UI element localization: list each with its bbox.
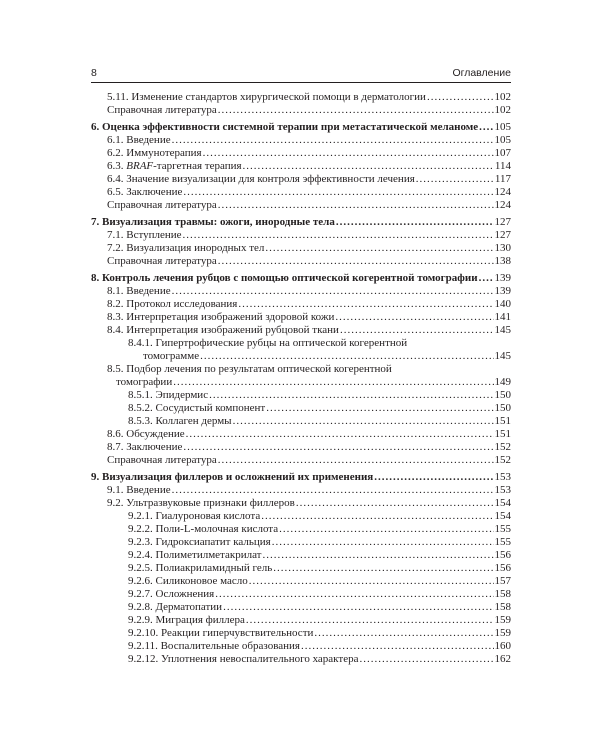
entry-title: Подбор лечения по результатам оптической когерентной: [126, 363, 392, 375]
entry-title-wrap: [128, 415, 232, 428]
toc-row: [107, 160, 511, 173]
entry-title-wrap: [107, 229, 182, 242]
toc-entry-multiline: [91, 363, 511, 389]
toc-row: [128, 536, 511, 549]
references-entry: [91, 104, 511, 117]
entry-line-2: [107, 376, 511, 389]
dot-leader: [272, 536, 494, 549]
page-number-ref: 107: [494, 147, 511, 159]
dot-leader: [374, 471, 493, 484]
entry-title-wrap: [128, 389, 208, 402]
entry-number: 9.2.5.: [128, 562, 153, 574]
entry-number: 8.7.: [107, 441, 124, 453]
table-of-contents: [91, 91, 511, 666]
entry-number: 8.5.: [107, 363, 124, 375]
toc-entry: [91, 242, 511, 255]
entry-number: 8.5.1.: [128, 389, 153, 401]
references-entry: [91, 454, 511, 467]
page-number-ref: 154: [494, 510, 511, 522]
entry-title-wrap: [128, 549, 262, 562]
entry-title: Осложнения: [155, 588, 215, 600]
dot-leader: [233, 415, 494, 428]
dot-leader: [215, 588, 493, 601]
entry-title: Обсуждение: [126, 428, 185, 440]
toc-entry: [91, 160, 511, 173]
entry-number: 9.2.3.: [128, 536, 153, 548]
page-number-ref: 105: [494, 121, 511, 133]
dot-leader: [246, 614, 494, 627]
page-number-ref: 140: [494, 298, 511, 310]
toc-row: [107, 484, 511, 497]
toc-entry: [91, 229, 511, 242]
page-number-ref: 124: [494, 199, 511, 211]
page-number-ref: 127: [494, 216, 511, 228]
entry-title-continued: томограмме: [143, 350, 200, 362]
entry-title-wrap: [107, 173, 415, 186]
entry-number: 6.2.: [107, 147, 124, 159]
page-number-ref: 139: [494, 285, 511, 297]
dot-leader: [336, 216, 494, 229]
toc-row: [128, 653, 511, 666]
toc-entry: [91, 614, 511, 627]
entry-title-wrap: [128, 562, 272, 575]
dot-leader: [218, 255, 494, 268]
chapter-heading: [91, 216, 511, 229]
entry-title-wrap: [128, 653, 358, 666]
toc-row: [91, 471, 511, 484]
header-rule: [91, 82, 511, 83]
entry-title-wrap: [107, 454, 217, 467]
entry-number: 6.5.: [107, 186, 124, 198]
entry-title-wrap: [128, 575, 248, 588]
page-number-ref: 117: [494, 173, 511, 185]
page-number-ref: 151: [494, 428, 511, 440]
entry-title-wrap: [128, 510, 260, 523]
chapter-title: [91, 216, 335, 229]
toc-entry: [91, 627, 511, 640]
toc-row: [128, 588, 511, 601]
page-number-ref: 141: [494, 311, 511, 323]
entry-number: 9.2.2.: [128, 523, 153, 535]
toc-row: [107, 428, 511, 441]
entry-title: Полиметилметакрилат: [155, 549, 262, 561]
chapter-title-text: Оценка эффективности системной терапии при метастатической меланоме: [102, 121, 479, 133]
toc-row: [107, 255, 511, 268]
page-number-ref: 158: [494, 601, 511, 613]
entry-line-1: [107, 363, 511, 376]
entry-title: Миграция филлера: [155, 614, 245, 626]
dot-leader: [314, 627, 493, 640]
chapter-number: 8.: [91, 272, 100, 284]
toc-row: [128, 601, 511, 614]
entry-title-wrap: [128, 402, 265, 415]
entry-number: 8.2.: [107, 298, 124, 310]
toc-entry: [91, 173, 511, 186]
toc-row: [107, 173, 511, 186]
toc-row: [91, 216, 511, 229]
entry-title-wrap: [128, 614, 245, 627]
toc-entry: [91, 536, 511, 549]
page-number-ref: 156: [494, 549, 511, 561]
entry-title-wrap: [107, 311, 334, 324]
entry-number: 9.2.6.: [128, 575, 153, 587]
toc-row: [91, 121, 511, 134]
toc-row: [107, 324, 511, 337]
toc-row: [107, 298, 511, 311]
entry-title: Гидроксиапатит кальция: [155, 536, 271, 548]
dot-leader: [183, 441, 493, 454]
toc-row: [128, 415, 511, 428]
toc-row: [128, 575, 511, 588]
entry-title: Дерматопатии: [155, 601, 223, 613]
toc-row: [128, 389, 511, 402]
page-number-ref: 153: [494, 471, 511, 483]
entry-title-wrap: [107, 91, 426, 104]
chapter-number: 9.: [91, 471, 100, 483]
dot-leader: [218, 454, 494, 467]
page-number-ref: 152: [494, 441, 511, 453]
dot-leader: [261, 510, 493, 523]
dot-leader: [427, 91, 494, 104]
toc-entry: [91, 562, 511, 575]
toc-entry: [91, 402, 511, 415]
entry-title: Силиконовое масло: [155, 575, 248, 587]
entry-title: Гиалуроновая кислота: [155, 510, 261, 522]
page-number-ref: 105: [494, 134, 511, 146]
page-number-ref: 145: [494, 350, 511, 362]
page-number-ref: 159: [494, 614, 511, 626]
toc-row: [107, 147, 511, 160]
chapter-title: [91, 471, 373, 484]
toc-entry: [91, 186, 511, 199]
dot-leader: [238, 298, 493, 311]
entry-title: Введение: [126, 484, 171, 496]
toc-row: [107, 91, 511, 104]
page-number-ref: 138: [494, 255, 511, 267]
dot-leader: [249, 575, 494, 588]
toc-entry: [91, 549, 511, 562]
chapter-heading: [91, 471, 511, 484]
toc-entry: [91, 285, 511, 298]
dot-leader: [200, 350, 493, 363]
toc-entry: [91, 91, 511, 104]
entry-number: 8.5.3.: [128, 415, 153, 427]
entry-number: 9.2.7.: [128, 588, 153, 600]
page-number-ref: 158: [494, 588, 511, 600]
entry-number: 9.2.11.: [128, 640, 158, 652]
entry-title-wrap: [128, 536, 271, 549]
dot-leader: [173, 376, 493, 389]
entry-title-wrap: [107, 428, 185, 441]
toc-entry: [91, 588, 511, 601]
entry-title: Интерпретация изображений здоровой кожи: [126, 311, 335, 323]
toc-row: [107, 454, 511, 467]
page-number-ref: 160: [494, 640, 511, 652]
entry-number: 6.3.: [107, 160, 124, 172]
entry-title: Поли-L-молочная кислота: [155, 523, 279, 535]
dot-leader: [218, 104, 494, 117]
entry-number: 9.1.: [107, 484, 124, 496]
toc-row: [91, 272, 511, 285]
dot-leader: [340, 324, 494, 337]
toc-entry-multiline: [91, 337, 511, 363]
page-number-ref: 162: [494, 653, 511, 665]
page-number-ref: 150: [494, 402, 511, 414]
page-number-ref: 114: [494, 160, 511, 172]
toc-entry: [91, 497, 511, 510]
toc-entry: [91, 575, 511, 588]
entry-number: 9.2.9.: [128, 614, 153, 626]
dot-leader: [218, 199, 494, 212]
dot-leader: [223, 601, 493, 614]
toc-row: [128, 549, 511, 562]
toc-row: [107, 229, 511, 242]
references-entry: [91, 255, 511, 268]
toc-row: [128, 614, 511, 627]
entry-line-1: [128, 337, 511, 350]
toc-row: [128, 562, 511, 575]
toc-row: [107, 311, 511, 324]
toc-entry: [91, 311, 511, 324]
entry-title: Заключение: [126, 186, 183, 198]
toc-row: [128, 402, 511, 415]
chapter-heading: [91, 272, 511, 285]
page-number-ref: 155: [494, 523, 511, 535]
chapter-number: 6.: [91, 121, 100, 133]
entry-title-wrap: [128, 627, 313, 640]
entry-number: 9.2.8.: [128, 601, 153, 613]
entry-number: 5.11.: [107, 91, 129, 103]
toc-entry: [91, 640, 511, 653]
entry-number: 9.2.10.: [128, 627, 159, 639]
dot-leader: [172, 285, 494, 298]
toc-entry: [91, 484, 511, 497]
toc-row: [107, 186, 511, 199]
entry-number: 9.2.1.: [128, 510, 153, 522]
entry-title: Интерпретация изображений рубцовой ткани: [126, 324, 339, 336]
entry-number: 8.4.: [107, 324, 124, 336]
toc-row: [107, 285, 511, 298]
entry-title: Реакции гиперчувствительности: [161, 627, 314, 639]
entry-title: Справочная литература: [107, 104, 217, 116]
toc-row: [128, 627, 511, 640]
dot-leader: [209, 389, 493, 402]
entry-title: Коллаген дермы: [155, 415, 232, 427]
entry-title-wrap: [107, 186, 182, 199]
page-number-ref: 153: [494, 484, 511, 496]
toc-entry: [91, 147, 511, 160]
page-number-ref: 155: [494, 536, 511, 548]
dot-leader: [273, 562, 493, 575]
dot-leader: [183, 186, 493, 199]
toc-row: [107, 134, 511, 147]
entry-title: Вступление: [126, 229, 182, 241]
toc-entry: [91, 510, 511, 523]
toc-entry: [91, 389, 511, 402]
page-number-ref: 127: [494, 229, 511, 241]
page-number-ref: 156: [494, 562, 511, 574]
page-number-ref: 102: [494, 91, 511, 103]
page-number-ref: 159: [494, 627, 511, 639]
chapter-title-text: Визуализация травмы: ожоги, инородные тела: [102, 216, 335, 228]
entry-title-wrap: [107, 199, 217, 212]
page-number-ref: 102: [494, 104, 511, 116]
entry-title-italic: BRAF: [126, 160, 154, 172]
entry-title: Заключение: [126, 441, 183, 453]
chapter-title-text: Контроль лечения рубцов с помощью оптической когерентной томографии: [102, 272, 478, 284]
entry-number: 8.4.1.: [128, 337, 153, 349]
toc-row: [128, 640, 511, 653]
dot-leader: [266, 402, 493, 415]
entry-title: Введение: [126, 134, 171, 146]
page-number-ref: 149: [494, 376, 511, 388]
dot-leader: [172, 134, 494, 147]
entry-title: Изменение стандартов хирургической помощи в дерматологии: [131, 91, 426, 103]
chapter-heading: [91, 121, 511, 134]
entry-title-wrap: [128, 588, 214, 601]
dot-leader: [186, 428, 494, 441]
dot-leader: [479, 121, 493, 134]
entry-title-wrap: [107, 324, 339, 337]
page-number-ref: 151: [494, 415, 511, 427]
references-entry: [91, 199, 511, 212]
chapter-title: [91, 272, 478, 285]
toc-entry: [91, 601, 511, 614]
entry-title-wrap: [107, 255, 217, 268]
dot-leader: [263, 549, 494, 562]
dot-leader: [359, 653, 493, 666]
entry-title-continued: томографии: [116, 376, 173, 388]
entry-title: Справочная литература: [107, 255, 217, 267]
entry-title: Справочная литература: [107, 454, 217, 466]
entry-title-wrap: [107, 104, 217, 117]
chapter-title-text: Визуализация филлеров и осложнений их применения: [102, 471, 374, 483]
page-number-ref: 152: [494, 454, 511, 466]
toc-row: [107, 104, 511, 117]
entry-title-wrap: [128, 523, 278, 536]
entry-number: 9.2.4.: [128, 549, 153, 561]
entry-number: 8.3.: [107, 311, 124, 323]
page-number-ref: 150: [494, 389, 511, 401]
page-header: [91, 67, 511, 81]
entry-title-wrap: [107, 134, 171, 147]
entry-title: Эпидермис: [155, 389, 209, 401]
chapter-title: [91, 121, 478, 134]
entry-number: 8.5.2.: [128, 402, 153, 414]
toc-entry: [91, 415, 511, 428]
entry-title-wrap: [107, 147, 202, 160]
toc-row: [107, 242, 511, 255]
entry-title: Гипертрофические рубцы на оптической когерентной: [155, 337, 408, 349]
entry-title-wrap: [107, 298, 237, 311]
entry-title: -таргетная терапия: [153, 160, 242, 172]
dot-leader: [301, 640, 494, 653]
dot-leader: [243, 160, 494, 173]
page-number-ref: 124: [494, 186, 511, 198]
entry-title-wrap: [107, 497, 295, 510]
entry-line-2: [128, 350, 511, 363]
entry-title: Протокол исследования: [126, 298, 238, 310]
page-number-ref: 154: [494, 497, 511, 509]
entry-title-wrap: [107, 441, 182, 454]
entry-title-wrap: [107, 160, 242, 173]
dot-leader: [279, 523, 493, 536]
entry-title: Уплотнения невоспалительного характера: [161, 653, 359, 665]
dot-leader: [203, 147, 494, 160]
dot-leader: [335, 311, 493, 324]
entry-title-wrap: [128, 640, 300, 653]
entry-title: Ультразвуковые признаки филлеров: [126, 497, 295, 509]
chapter-number: 7.: [91, 216, 100, 228]
toc-row: [107, 497, 511, 510]
toc-row: [128, 523, 511, 536]
entry-number: 7.2.: [107, 242, 124, 254]
toc-row: [107, 199, 511, 212]
entry-number: 6.4.: [107, 173, 124, 185]
entry-number: 9.2.12.: [128, 653, 159, 665]
entry-title: Полиакриламидный гель: [155, 562, 273, 574]
toc-entry: [91, 134, 511, 147]
toc-entry: [91, 298, 511, 311]
page-number-ref: 157: [494, 575, 511, 587]
entry-title: Значение визуализации для контроля эффективности лечения: [126, 173, 415, 185]
toc-row: [128, 510, 511, 523]
page-number-ref: 145: [494, 324, 511, 336]
toc-entry: [91, 428, 511, 441]
entry-title-wrap: [107, 242, 264, 255]
dot-leader: [183, 229, 494, 242]
entry-title: Визуализация инородных тел: [126, 242, 265, 254]
toc-entry: [91, 653, 511, 666]
dot-leader: [479, 272, 494, 285]
entry-title: Иммунотерапия: [126, 147, 202, 159]
entry-title-wrap: [128, 601, 222, 614]
toc-entry: [91, 441, 511, 454]
entry-number: 8.6.: [107, 428, 124, 440]
entry-title-wrap: [107, 484, 171, 497]
page-number-ref: 130: [494, 242, 511, 254]
running-title: Оглавление: [452, 67, 511, 79]
page-number: 8: [91, 67, 97, 79]
entry-title: Справочная литература: [107, 199, 217, 211]
entry-title: Введение: [126, 285, 171, 297]
entry-number: 7.1.: [107, 229, 124, 241]
entry-number: 6.1.: [107, 134, 124, 146]
page-number-ref: 139: [494, 272, 511, 284]
entry-title: Сосудистый компонент: [155, 402, 266, 414]
entry-title-wrap: [107, 285, 171, 298]
entry-number: 9.2.: [107, 497, 124, 509]
toc-entry: [91, 523, 511, 536]
entry-number: 8.1.: [107, 285, 124, 297]
toc-entry: [91, 324, 511, 337]
toc-row: [107, 441, 511, 454]
dot-leader: [416, 173, 494, 186]
dot-leader: [172, 484, 494, 497]
dot-leader: [296, 497, 494, 510]
dot-leader: [265, 242, 493, 255]
entry-title: Воспалительные образования: [160, 640, 300, 652]
